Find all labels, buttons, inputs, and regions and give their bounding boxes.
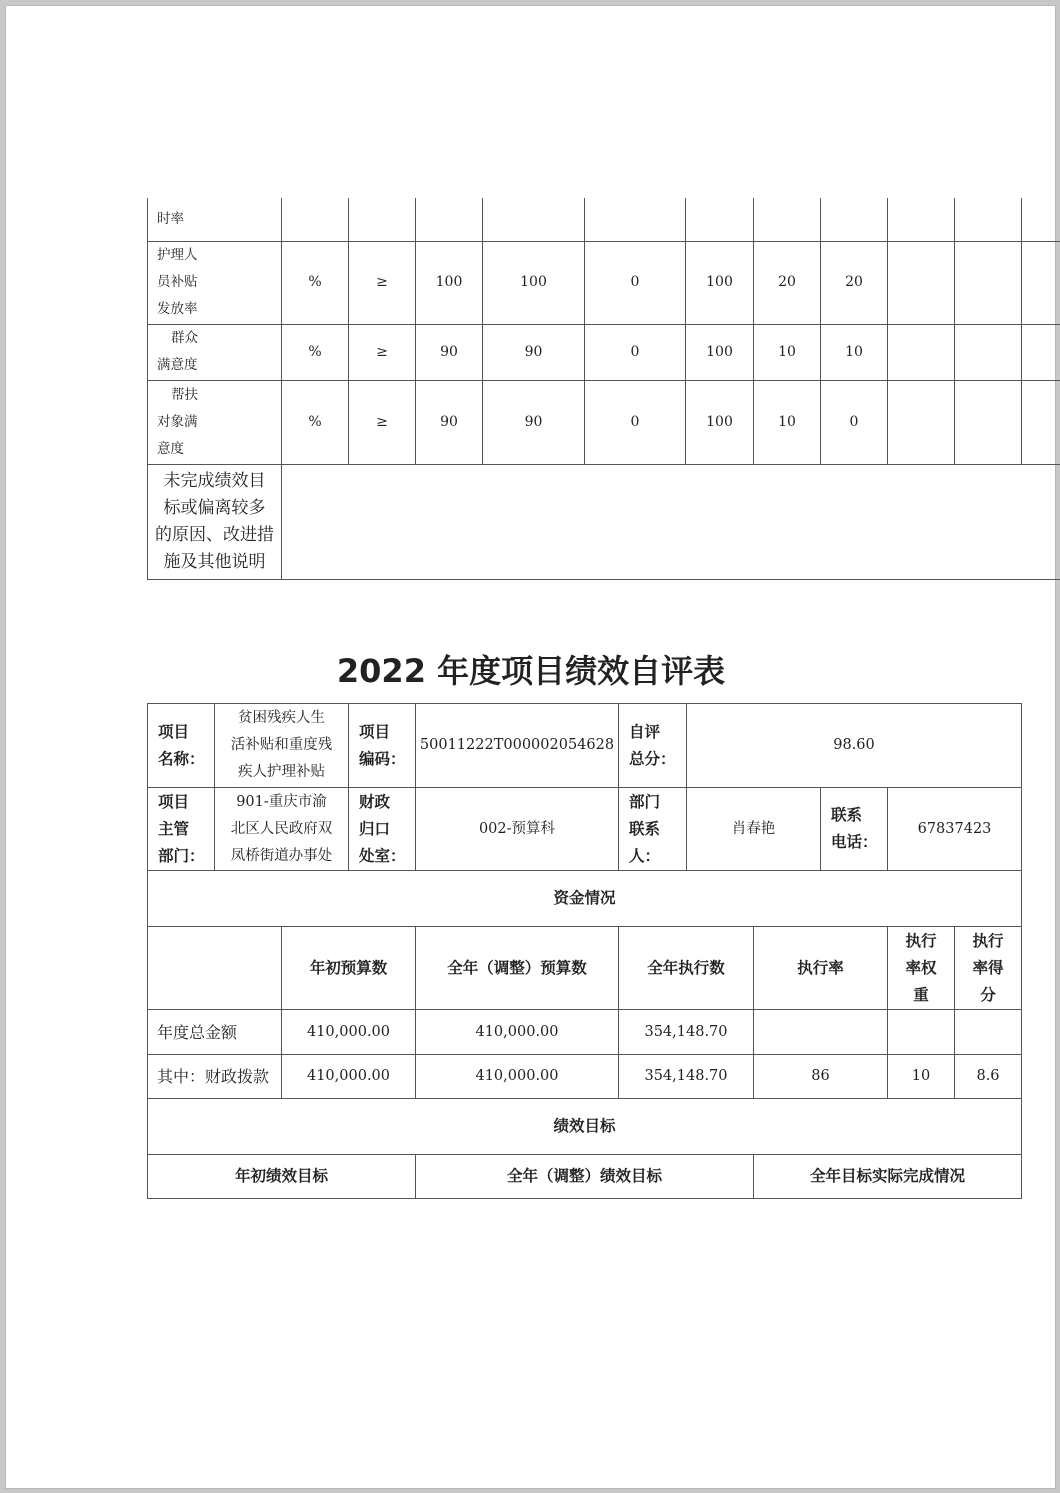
department-info-row <box>148 788 1022 871</box>
value-cell: 90 <box>483 324 585 380</box>
department-value: 901-重庆市渝 北区人民政府双 凤桥街道办事处 <box>215 788 349 871</box>
indicator-label: 群众 满意度 <box>148 324 282 380</box>
unit-cell: % <box>282 324 349 380</box>
adjusted-budget-header: 全年（调整）预算数 <box>416 927 619 1010</box>
table-row <box>148 324 1060 380</box>
project-name-label: 项目 名称： <box>148 704 215 788</box>
unit-cell: % <box>282 380 349 464</box>
initial-goals-header: 年初绩效目标 <box>148 1155 416 1199</box>
table-row <box>148 1055 1022 1099</box>
adjusted-budget-cell: 410,000.00 <box>416 1010 619 1055</box>
table-row <box>148 1010 1022 1055</box>
finance-office-label: 财政 归口 处室： <box>349 788 416 871</box>
executed-cell: 354,148.70 <box>619 1010 754 1055</box>
project-name-value: 贫困残疾人生 活补贴和重度残 疾人护理补贴 <box>215 704 349 788</box>
rate-score-cell <box>955 1010 1022 1055</box>
funds-section-title: 资金情况 <box>148 871 1022 927</box>
phone-value: 67837423 <box>888 788 1022 871</box>
goals-section-title: 绩效目标 <box>148 1099 1022 1155</box>
row-label: 年度总金额 <box>148 1010 282 1055</box>
table-row <box>148 464 1060 579</box>
initial-budget-cell: 410,000.00 <box>282 1010 416 1055</box>
value-cell: 100 <box>686 380 754 464</box>
value-cell: 100 <box>686 241 754 324</box>
blank-header <box>148 927 282 1010</box>
operator-cell: ≥ <box>349 241 416 324</box>
value-cell: 0 <box>585 324 686 380</box>
actual-completion-header: 全年目标实际完成情况 <box>754 1155 1022 1199</box>
funds-header-row <box>148 927 1022 1010</box>
value-cell: 100 <box>416 241 483 324</box>
section-row <box>148 1099 1022 1155</box>
value-cell: 10 <box>821 324 888 380</box>
score-value: 98.60 <box>687 704 1022 788</box>
adjusted-budget-cell: 410,000.00 <box>416 1055 619 1099</box>
value-cell: 90 <box>483 380 585 464</box>
page-title: 2022 年度项目绩效自评表 <box>336 652 726 690</box>
executed-cell: 354,148.70 <box>619 1055 754 1099</box>
value-cell: 0 <box>585 241 686 324</box>
adjusted-goals-header: 全年（调整）绩效目标 <box>416 1155 754 1199</box>
phone-label: 联系 电话： <box>821 788 888 871</box>
explanation-label: 未完成绩效目 标或偏离较多 的原因、改进措 施及其他说明 <box>148 464 282 579</box>
document-page <box>5 5 1056 1489</box>
value-cell: 20 <box>821 241 888 324</box>
department-label: 项目 主管 部门： <box>148 788 215 871</box>
value-cell: 100 <box>483 241 585 324</box>
explanation-value <box>282 464 1060 579</box>
indicator-label: 时率 <box>148 198 282 241</box>
rate-score-header: 执行 率得 分 <box>955 927 1022 1010</box>
value-cell: 90 <box>416 324 483 380</box>
value-cell: 100 <box>686 324 754 380</box>
indicator-label: 帮扶 对象满 意度 <box>148 380 282 464</box>
value-cell: 10 <box>754 380 821 464</box>
rate-weight-cell: 10 <box>888 1055 955 1099</box>
table-row <box>148 241 1060 324</box>
executed-header: 全年执行数 <box>619 927 754 1010</box>
execution-rate-header: 执行率 <box>754 927 888 1010</box>
value-cell: 20 <box>754 241 821 324</box>
contact-person-value: 肖春艳 <box>687 788 821 871</box>
initial-budget-cell: 410,000.00 <box>282 1055 416 1099</box>
rate-weight-cell <box>888 1010 955 1055</box>
rate-score-cell: 8.6 <box>955 1055 1022 1099</box>
goals-header-row <box>148 1155 1022 1199</box>
project-code-label: 项目 编码： <box>349 704 416 788</box>
table-row <box>148 380 1060 464</box>
value-cell: 10 <box>754 324 821 380</box>
project-info-row <box>148 704 1022 788</box>
score-label: 自评 总分： <box>619 704 687 788</box>
project-code-value: 50011222T000002054628 <box>416 704 619 788</box>
execution-rate-cell <box>754 1010 888 1055</box>
initial-budget-header: 年初预算数 <box>282 927 416 1010</box>
self-evaluation-table <box>147 703 1022 1199</box>
operator-cell: ≥ <box>349 380 416 464</box>
section-row <box>148 871 1022 927</box>
value-cell: 0 <box>821 380 888 464</box>
performance-indicator-table <box>147 198 1060 580</box>
value-cell: 90 <box>416 380 483 464</box>
execution-rate-cell: 86 <box>754 1055 888 1099</box>
row-label: 其中：财政拨款 <box>148 1055 282 1099</box>
table-row <box>148 198 1060 241</box>
rate-weight-header: 执行 率权 重 <box>888 927 955 1010</box>
contact-person-label: 部门 联系 人： <box>619 788 687 871</box>
unit-cell: % <box>282 241 349 324</box>
finance-office-value: 002-预算科 <box>416 788 619 871</box>
indicator-label: 护理人 员补贴 发放率 <box>148 241 282 324</box>
value-cell: 0 <box>585 380 686 464</box>
operator-cell: ≥ <box>349 324 416 380</box>
